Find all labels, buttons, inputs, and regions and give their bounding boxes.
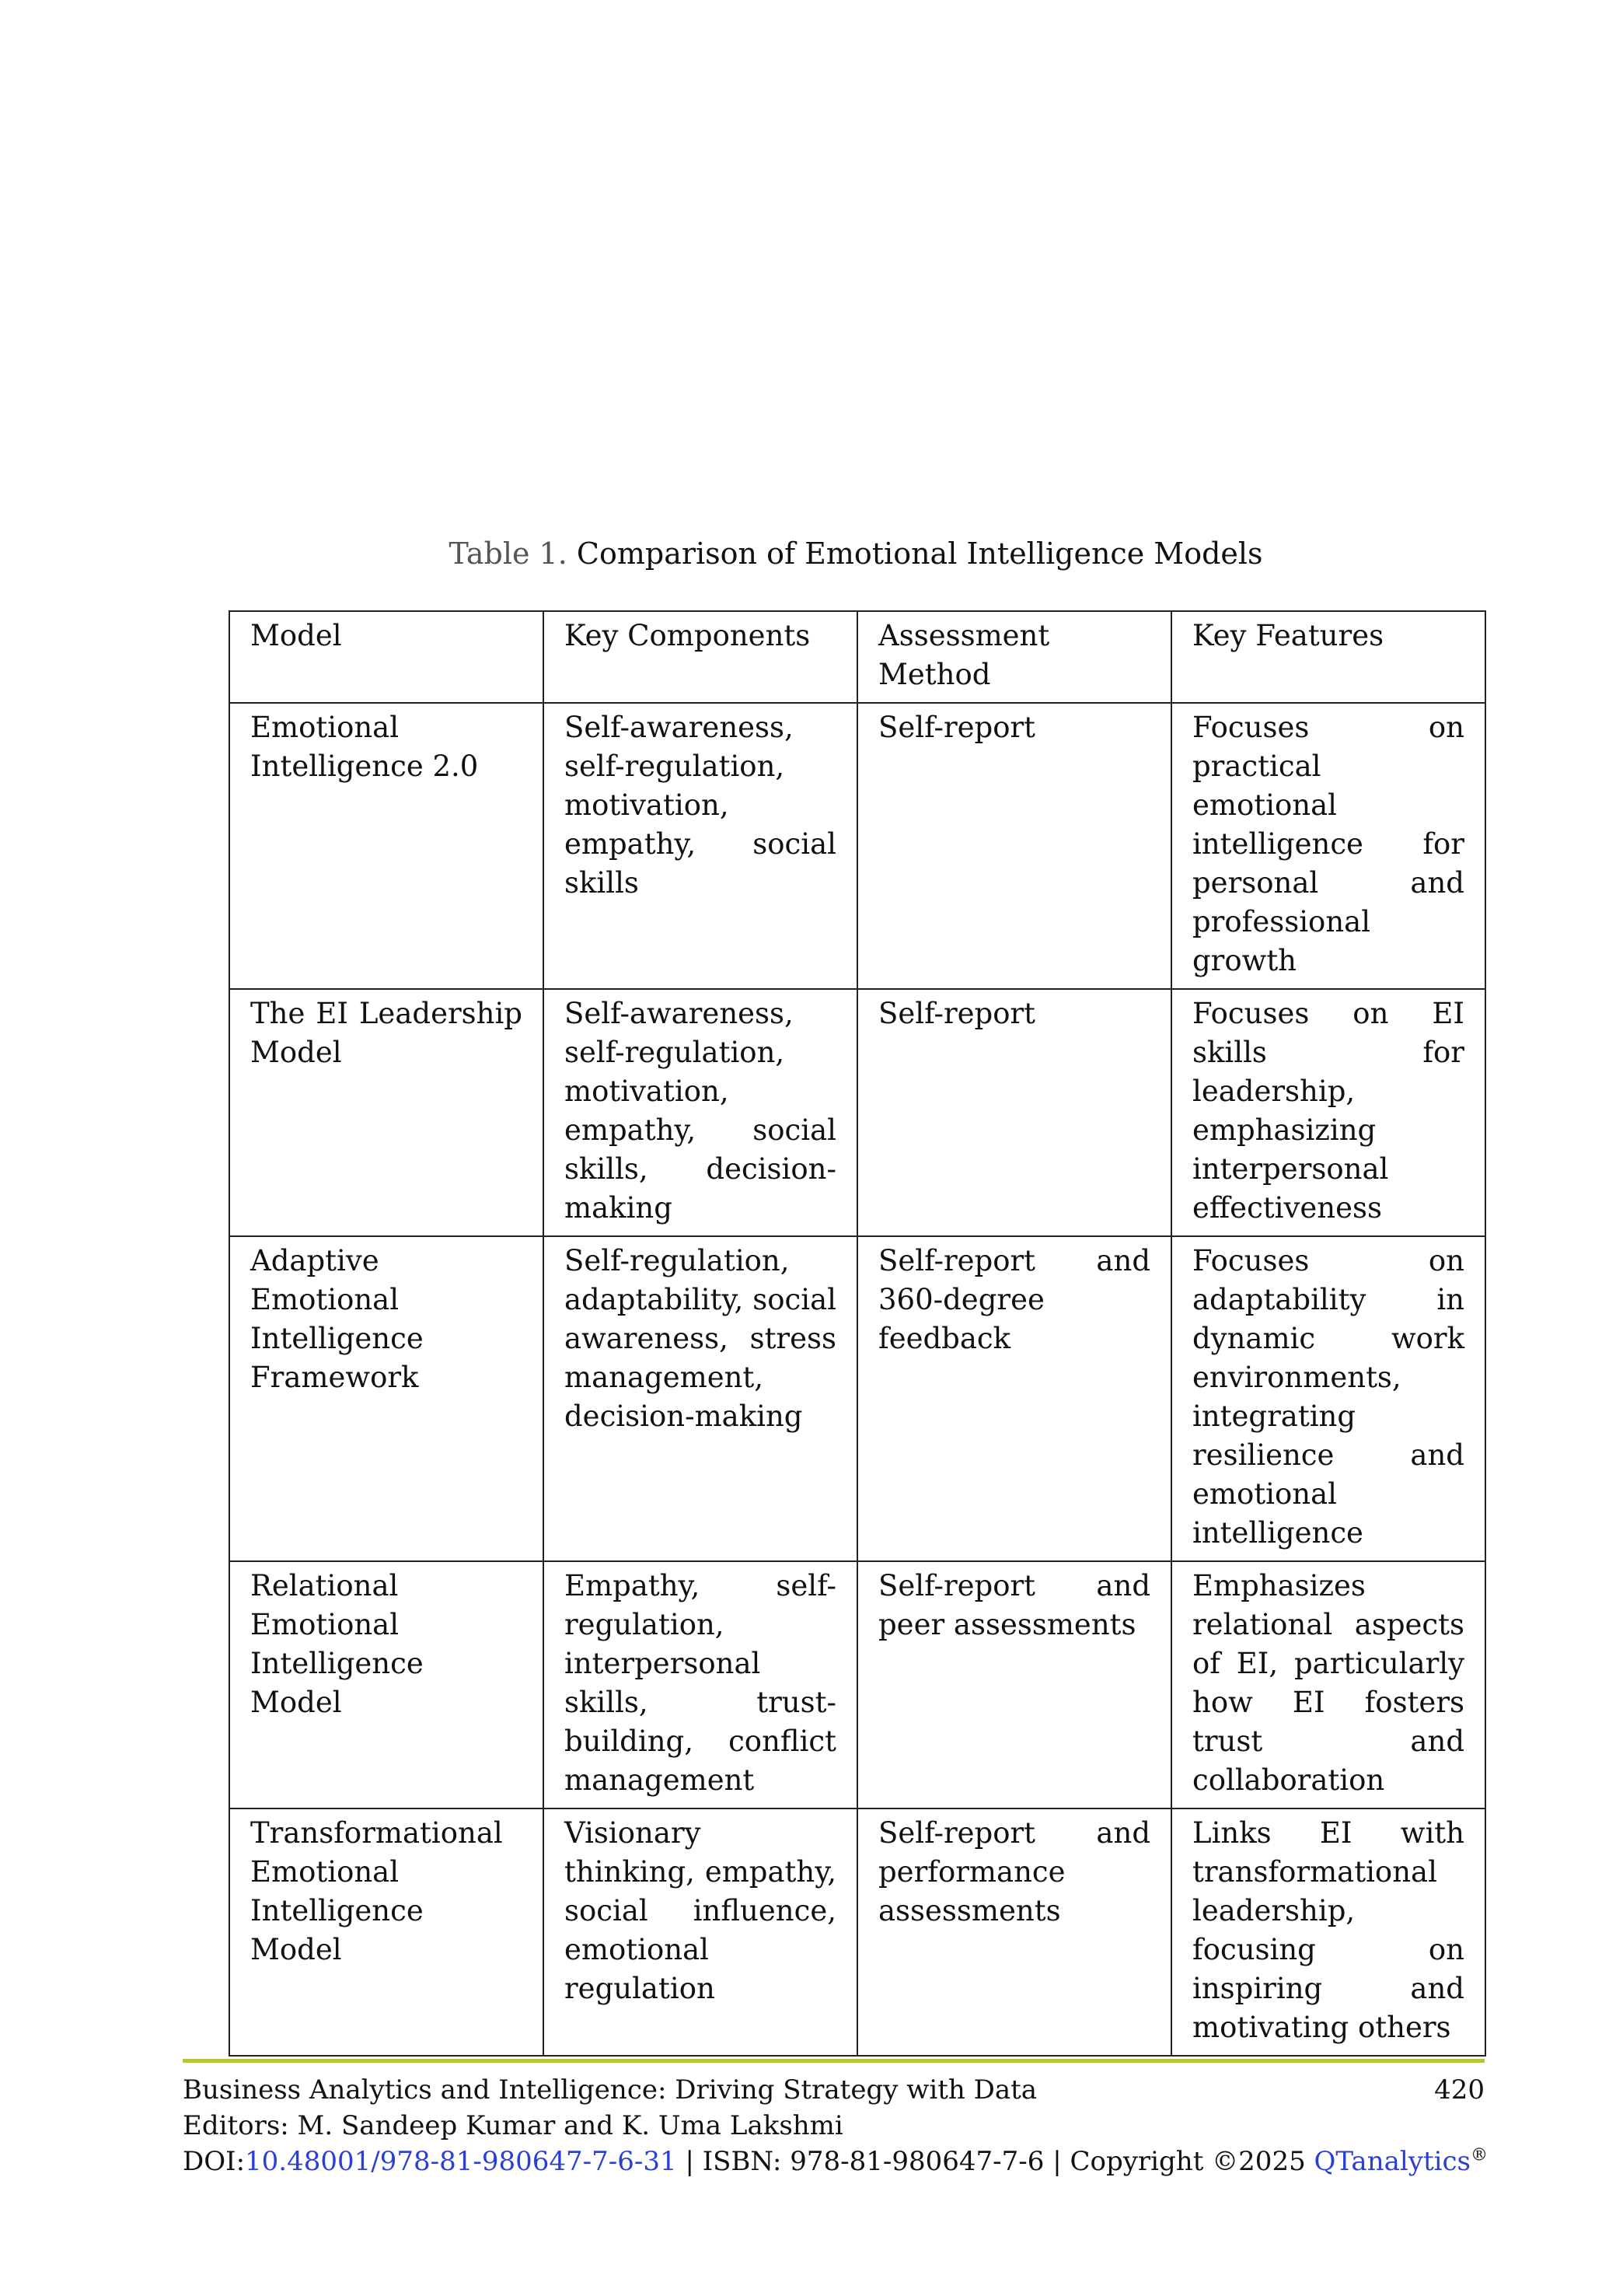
footer-book-line [183, 2073, 1485, 2107]
header-key-features: Key Features [1171, 611, 1485, 703]
cell-key-components: Self-regulation, adaptability, social awareness, stress management, decision-making [543, 1236, 857, 1561]
table-caption-text: Comparison of Emotional Intelligence Models [576, 536, 1263, 571]
table-row [229, 1808, 1485, 2056]
footer-doi-label: DOI: [183, 2146, 246, 2177]
cell-key-features: Emphasizes relational aspects of EI, particularly how EI fosters trust and collaboration [1171, 1561, 1485, 1808]
cell-key-features: Focuses on EI skills for leadership, emphasizing interpersonal effectiveness [1171, 989, 1485, 1236]
footer-editors-line [183, 2109, 1485, 2143]
cell-assessment-method: Self-report and performance assessments [857, 1808, 1171, 2056]
footer-doi-line [183, 2144, 1488, 2179]
cell-key-components: Visionary thinking, empathy, social influence, emotional regulation [543, 1808, 857, 2056]
footer-isbn: | ISBN: 978-81-980647-7-6 | Copyright ©2025 [676, 2146, 1314, 2177]
cell-key-components: Self-awareness, self-regulation, motivation, empathy, social skills, decision-making [543, 989, 857, 1236]
footer-editors: Editors: M. Sandeep Kumar and K. Uma Lakshmi [183, 2110, 843, 2141]
header-assessment-method: Assessment Method [857, 611, 1171, 703]
table-row [229, 1236, 1485, 1561]
page-number: 420 [1434, 2074, 1485, 2106]
cell-model: The EI Leadership Model [229, 989, 543, 1236]
table-row [229, 989, 1485, 1236]
table-row [229, 703, 1485, 989]
cell-model: Relational Emotional Intelligence Model [229, 1561, 543, 1808]
footer-book-title: Business Analytics and Intelligence: Driving Strategy with Data [183, 2074, 1038, 2106]
cell-assessment-method: Self-report [857, 703, 1171, 989]
header-model: Model [229, 611, 543, 703]
table-caption-label: Table 1. [449, 536, 567, 571]
cell-key-components: Self-awareness, self-regulation, motivation, empathy, social skills [543, 703, 857, 989]
cell-key-features: Focuses on practical emotional intelligence for personal and professional growth [1171, 703, 1485, 989]
registered-mark: ® [1470, 2145, 1488, 2165]
table-row [229, 1561, 1485, 1808]
cell-key-components: Empathy, self-regulation, interpersonal skills, trust-building, conflict management [543, 1561, 857, 1808]
publisher-link[interactable]: QTanalytics [1314, 2146, 1471, 2177]
cell-assessment-method: Self-report and peer assessments [857, 1561, 1171, 1808]
cell-assessment-method: Self-report and 360-degree feedback [857, 1236, 1171, 1561]
cell-assessment-method: Self-report [857, 989, 1171, 1236]
comparison-table [229, 610, 1486, 2057]
cell-model: Adaptive Emotional Intelligence Framework [229, 1236, 543, 1561]
cell-model: Emotional Intelligence 2.0 [229, 703, 543, 989]
table-header-row [229, 611, 1485, 703]
doi-link[interactable]: 10.48001/978-81-980647-7-6-31 [245, 2146, 677, 2177]
cell-key-features: Focuses on adaptability in dynamic work environments, integrating resilience and emotional intelligence [1171, 1236, 1485, 1561]
cell-key-features: Links EI with transformational leadership, focusing on inspiring and motivating others [1171, 1808, 1485, 2056]
footer-divider [183, 2059, 1485, 2063]
cell-model: Transformational Emotional Intelligence Model [229, 1808, 543, 2056]
header-key-components: Key Components [543, 611, 857, 703]
table-caption [227, 535, 1485, 572]
